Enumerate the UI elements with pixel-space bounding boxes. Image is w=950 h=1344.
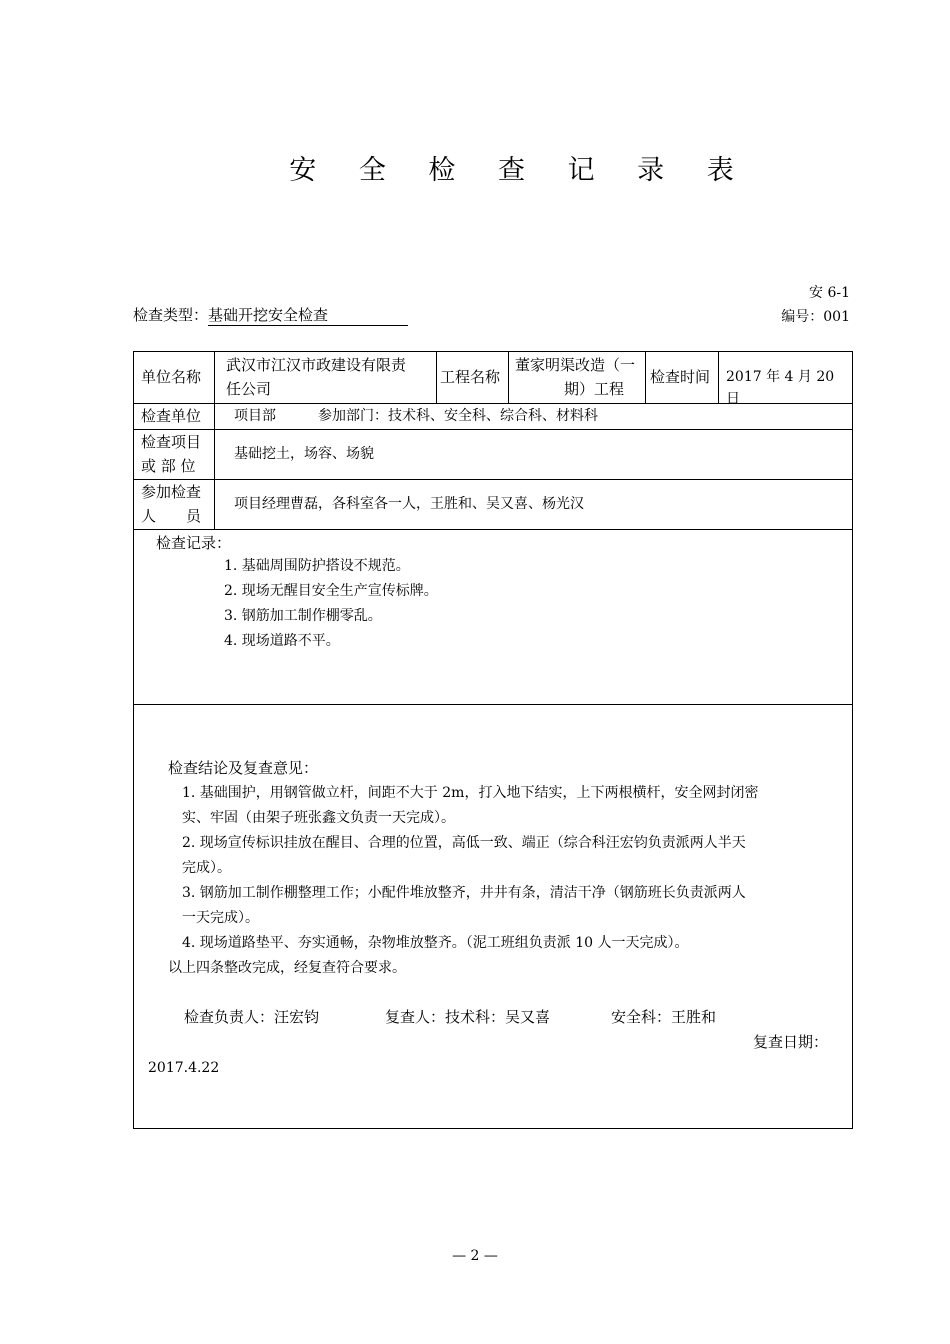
record-item: 2. 现场无醒目安全生产宣传标牌。 [224, 583, 438, 599]
review-date-label: 复查日期： [753, 1033, 829, 1051]
conclusion-line: 2. 现场宣传标识挂放在醒目、合理的位置，高低一致、端正（综合科汪宏钧负责派两人半天 [182, 835, 746, 851]
unit-name-label: 单位名称 [141, 368, 202, 386]
check-type-value: 基础开挖安全检查 [208, 304, 408, 326]
project-name-value-line1: 董家明渠改造（一 [515, 356, 636, 374]
participants-label-line2: 人 员 [141, 507, 202, 525]
check-unit-value: 项目部 [234, 408, 276, 424]
project-name-label: 工程名称 [440, 368, 501, 386]
review-date-value: 2017.4.22 [148, 1060, 220, 1076]
check-item-label-line2: 或 部 位 [141, 457, 196, 475]
conclusion-heading: 检查结论及复查意见： [168, 759, 319, 777]
form-number: 安 6-1 [809, 285, 850, 301]
serial-label: 编号： [781, 309, 824, 325]
participants-value: 项目经理曹磊，各科室各一人，王胜和、吴又喜、杨光汉 [234, 496, 584, 512]
unit-name-value-line2: 任公司 [226, 380, 272, 398]
unit-name-value-line1: 武汉市江汉市政建设有限责 [226, 356, 407, 374]
conclusion-line: 3. 钢筋加工制作棚整理工作；小配件堆放整齐，井井有条，清洁干净（钢筋班长负责派两人 [182, 885, 746, 901]
record-item: 4. 现场道路不平。 [224, 633, 340, 649]
dept-label: 参加部门： [318, 408, 388, 424]
check-time-value: 2017 年 4 月 20 日 [726, 369, 835, 407]
participants-label-line1: 参加检查 [141, 483, 202, 501]
check-type-row [133, 304, 408, 326]
check-unit-label: 检查单位 [141, 407, 202, 425]
record-heading: 检查记录： [156, 534, 232, 552]
check-item-label-line1: 检查项目 [141, 433, 202, 451]
check-time-label: 检查时间 [650, 368, 711, 386]
check-type-label: 检查类型： [133, 306, 209, 324]
safety-dept-signer: 安全科：王胜和 [611, 1008, 717, 1026]
conclusion-line: 4. 现场道路垫平、夯实通畅，杂物堆放整齐。（泥工班组负责派 10 人一天完成）。 [182, 935, 689, 951]
record-item: 1. 基础周围防护搭设不规范。 [224, 558, 410, 574]
serial-number [781, 306, 850, 326]
dept-value: 技术科、安全科、综合科、材料科 [388, 408, 598, 424]
conclusion-line: 一天完成）。 [182, 910, 259, 926]
conclusion-line: 完成）。 [182, 860, 231, 876]
page-number: — 2 — [452, 1248, 498, 1264]
conclusion-line: 实、牢固（由架子班张鑫文负责一天完成）。 [182, 810, 455, 826]
conclusion-summary: 以上四条整改完成，经复查符合要求。 [168, 960, 406, 976]
participating-departments [318, 405, 598, 427]
record-item: 3. 钢筋加工制作棚零乱。 [224, 608, 382, 624]
check-item-value: 基础挖土，场容、场貌 [234, 446, 374, 462]
conclusion-line: 1. 基础围护，用钢管做立杆，间距不大于 2m，打入地下结实，上下两根横杆，安全网封闭密 [182, 785, 759, 801]
serial-value: 001 [823, 309, 850, 325]
reviewer: 复查人：技术科：吴又喜 [385, 1008, 551, 1026]
page-title: 安 全 检 查 记 录 表 [289, 155, 751, 186]
inspection-table [133, 351, 853, 1129]
inspection-responsible: 检查负责人：汪宏钧 [184, 1008, 320, 1026]
project-name-value-line2: 期）工程 [564, 380, 625, 398]
